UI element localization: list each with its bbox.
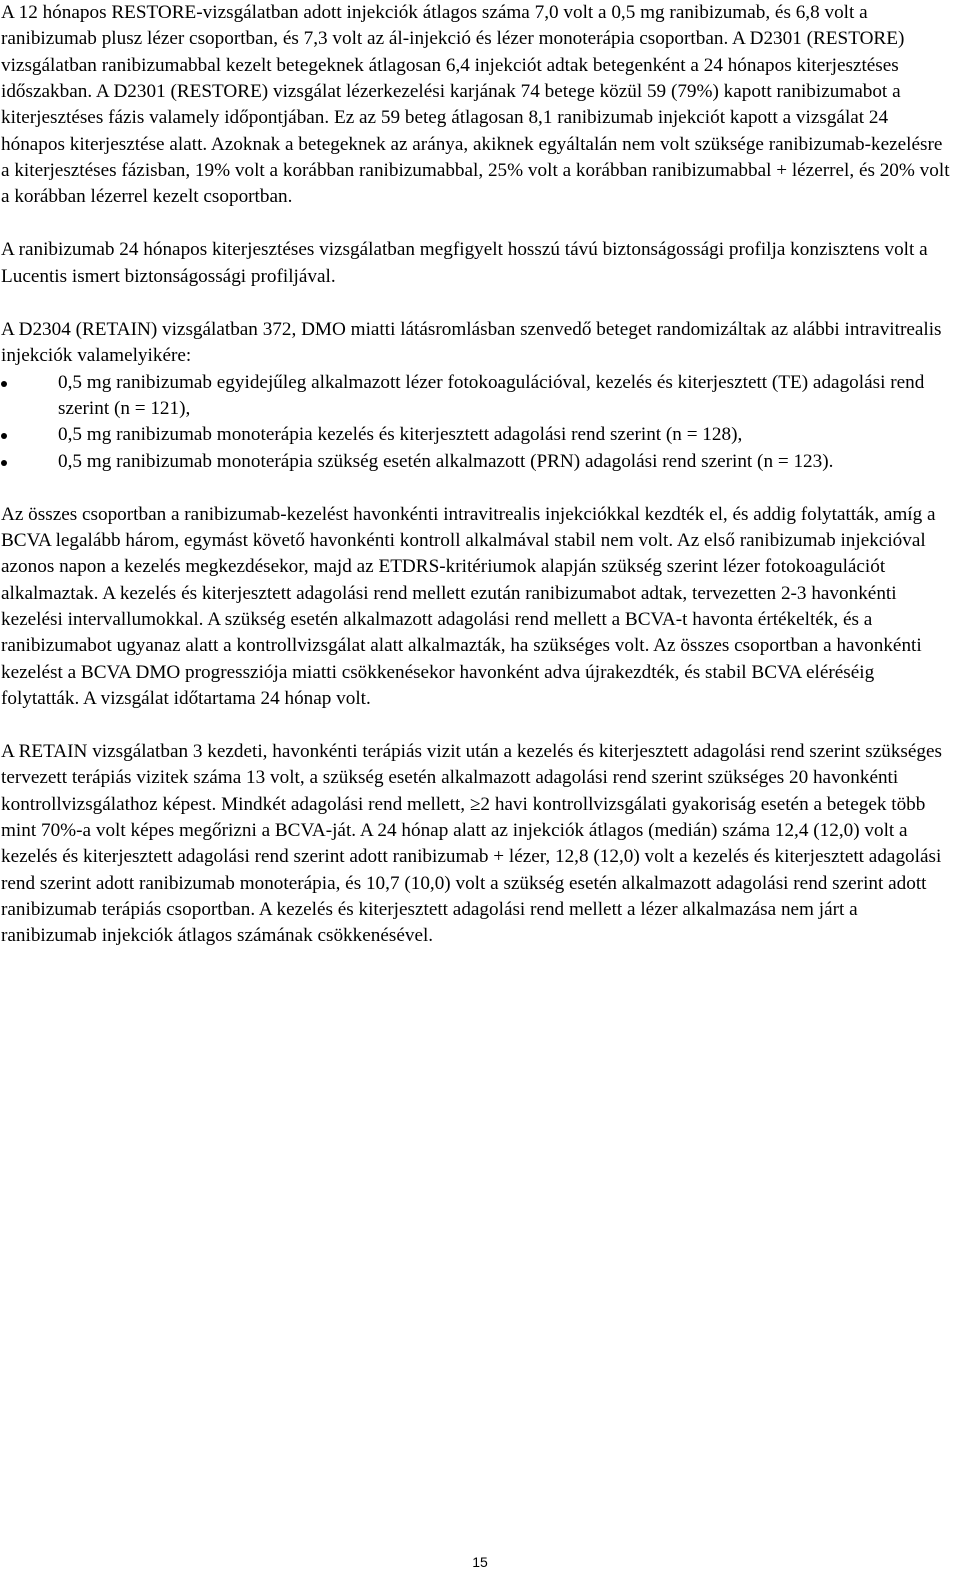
list-item-text: 0,5 mg ranibizumab monoterápia szükség esetén alkalmazott (PRN) adagolási rend szerint (n = 123). bbox=[58, 450, 834, 472]
document-body bbox=[1, 0, 955, 950]
paragraph-safety-profile: A ranibizumab 24 hónapos kiterjesztéses vizsgálatban megfigyelt hosszú távú biztonságossági profilja konzisztens volt a Lucentis ismert biztonságossági profiljával. bbox=[1, 239, 928, 287]
list-item-text: 0,5 mg ranibizumab monoterápia kezelés és kiterjesztett adagolási rend szerint (n = 128), bbox=[58, 424, 743, 446]
list-item-text: 0,5 mg ranibizumab egyidejűleg alkalmazott lézer fotokoagulációval, kezelés és kiterjesztett (TE) adagolási rend szerint (n = 121), bbox=[58, 371, 925, 419]
bullet-icon bbox=[1, 381, 7, 387]
bullet-icon bbox=[1, 433, 7, 439]
treatment-arm-list bbox=[1, 370, 955, 475]
list-item bbox=[1, 370, 955, 423]
list-item bbox=[1, 449, 955, 475]
list-item bbox=[1, 422, 955, 448]
paragraph-treatment-protocol: Az összes csoportban a ranibizumab-kezelést havonkénti intravitrealis injekciókkal kezdték el, és addig folytatták, amíg a BCVA legalább három, egymást követő havonkénti kontroll alkalmával stabil nem volt. Az első ranibizumab injekcióval azonos napon a kezelés megkezdésekor, majd az ETDRS-kritériumok alapján szükség szerint lézer fotokoagulációt alkalmaztak. A kezelés és kiterjesztett adagolási rend mellett ezután ranibizumabot adtak, tervezetten 2-3 havonkénti kezelési intervallumokkal. A szükség esetén alkalmazott adagolási rend mellett a BCVA-t havonta értékelték, és a ranibizumabot ugyanaz alatt a kontrollvizsgálat alatt alkalmazták, ha szükséges volt. Az összes csoportban a havonkénti kezelést a BCVA DMO progressziója miatti csökkenésekor havonként adva újrakezdték, és stabil BCVA eléréséig folytatták. A vizsgálat időtartama 24 hónap volt. bbox=[1, 503, 936, 709]
bullet-icon bbox=[1, 460, 7, 466]
paragraph-restore-results: A 12 hónapos RESTORE-vizsgálatban adott injekciók átlagos száma 7,0 volt a 0,5 mg ranibizumab, és 6,8 volt a ranibizumab plusz lézer csoportban, és 7,3 volt az ál-injekció és lézer monoterápia csoportban. A D2301 (RESTORE) vizsgálatban ranibizumabbal kezelt betegeknek átlagosan 6,4 injekciót adtak betegenként a 24 hónapos kiterjesztéses időszakban. A D2301 (RESTORE) vizsgálat lézerkezelési karjának 74 betege közül 59 (79%) kapott ranibizumabot a kiterjesztéses fázis valamely időpontjában. Ez az 59 beteg átlagosan 8,1 ranibizumab injekciót kapott a vizsgálat 24 hónapos kiterjesztése alatt. Azoknak a betegeknek az aránya, akiknek egyáltalán nem volt szüksége ranibizumab-kezelésre a kiterjesztéses fázisban, 19% volt a korábban ranibizumabbal, 25% volt a korábban ranibizumabbal + lézerrel, és 20% volt a korábban lézerrel kezelt csoportban. bbox=[1, 2, 950, 208]
paragraph-retain-results: A RETAIN vizsgálatban 3 kezdeti, havonkénti terápiás vizit után a kezelés és kiterjesztett adagolási rend szerint szükséges tervezett terápiás vizitek száma 13 volt, a szükség esetén alkalmazott adagolási rend szerint szükséges 20 havonkénti kontrollvizsgálathoz képest. Mindkét adagolási rend mellett, ≥2 havi kontrollvizsgálati gyakoriság esetén a betegek több mint 70%-a volt képes megőrizni a BCVA-ját. A 24 hónap alatt az injekciók átlagos (medián) száma 12,4 (12,0) volt a kezelés és kiterjesztett adagolási rend szerint adott ranibizumab + lézer, 12,8 (12,0) volt a kezelés és kiterjesztett adagolási rend szerint adott ranibizumab monoterápia, és 10,7 (10,0) volt a szükség esetén alkalmazott adagolási rend szerint adott ranibizumab terápiás csoportban. A kezelés és kiterjesztett adagolási rend mellett a lézer alkalmazása nem járt a ranibizumab injekciók átlagos számának csökkenésével. bbox=[1, 741, 942, 947]
page-number: 15 bbox=[472, 1554, 488, 1570]
paragraph-retain-randomization: A D2304 (RETAIN) vizsgálatban 372, DMO miatti látásromlásban szenvedő beteget randomizáltak az alábbi intravitrealis injekciók valamelyikére: bbox=[1, 318, 942, 367]
